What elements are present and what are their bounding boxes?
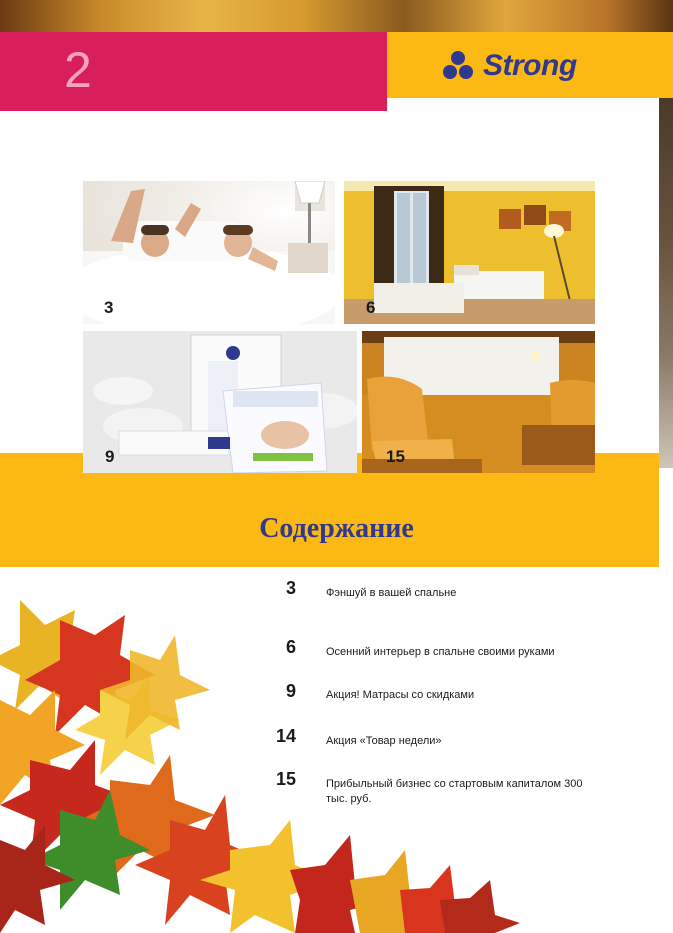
toc-page-number: 14 (275, 726, 296, 746)
background-photo-strip (659, 98, 673, 468)
photo-page-label: 6 (366, 298, 376, 317)
toc-page-number: 9 (285, 681, 296, 701)
brand-name: Strong (483, 49, 577, 82)
autumn-leaves-illustration (0, 590, 520, 933)
contents-title: Содержание (259, 513, 414, 544)
toc-item-title: Осенний интерьер в спальне своими руками (326, 646, 555, 658)
toc-page-number: 6 (285, 637, 296, 657)
toc-page-number: 15 (275, 769, 296, 789)
photo-page-label: 3 (104, 298, 114, 317)
toc-item-title: Фэншуй в вашей спальне (326, 587, 457, 599)
autumn-foliage-banner (0, 0, 673, 32)
photo-page-label: 15 (386, 447, 405, 466)
toc-item-title: Акция «Товар недели» (326, 735, 442, 747)
toc-page-number: 3 (285, 578, 296, 598)
page-number: 2 (64, 42, 92, 98)
page-number-bar (0, 32, 387, 111)
couple-in-bed-photo (83, 181, 335, 324)
toc-item-title: Акция! Матрасы со скидками (326, 689, 475, 701)
toc-item-title: Прибыльный бизнес со стартовым капиталом 300 тыс. руб. (326, 778, 583, 805)
photo-page-label: 9 (105, 447, 115, 466)
yellow-bedroom-photo (344, 181, 595, 324)
mattress-protector-photo (83, 331, 357, 473)
office-chairs-photo (362, 331, 595, 473)
